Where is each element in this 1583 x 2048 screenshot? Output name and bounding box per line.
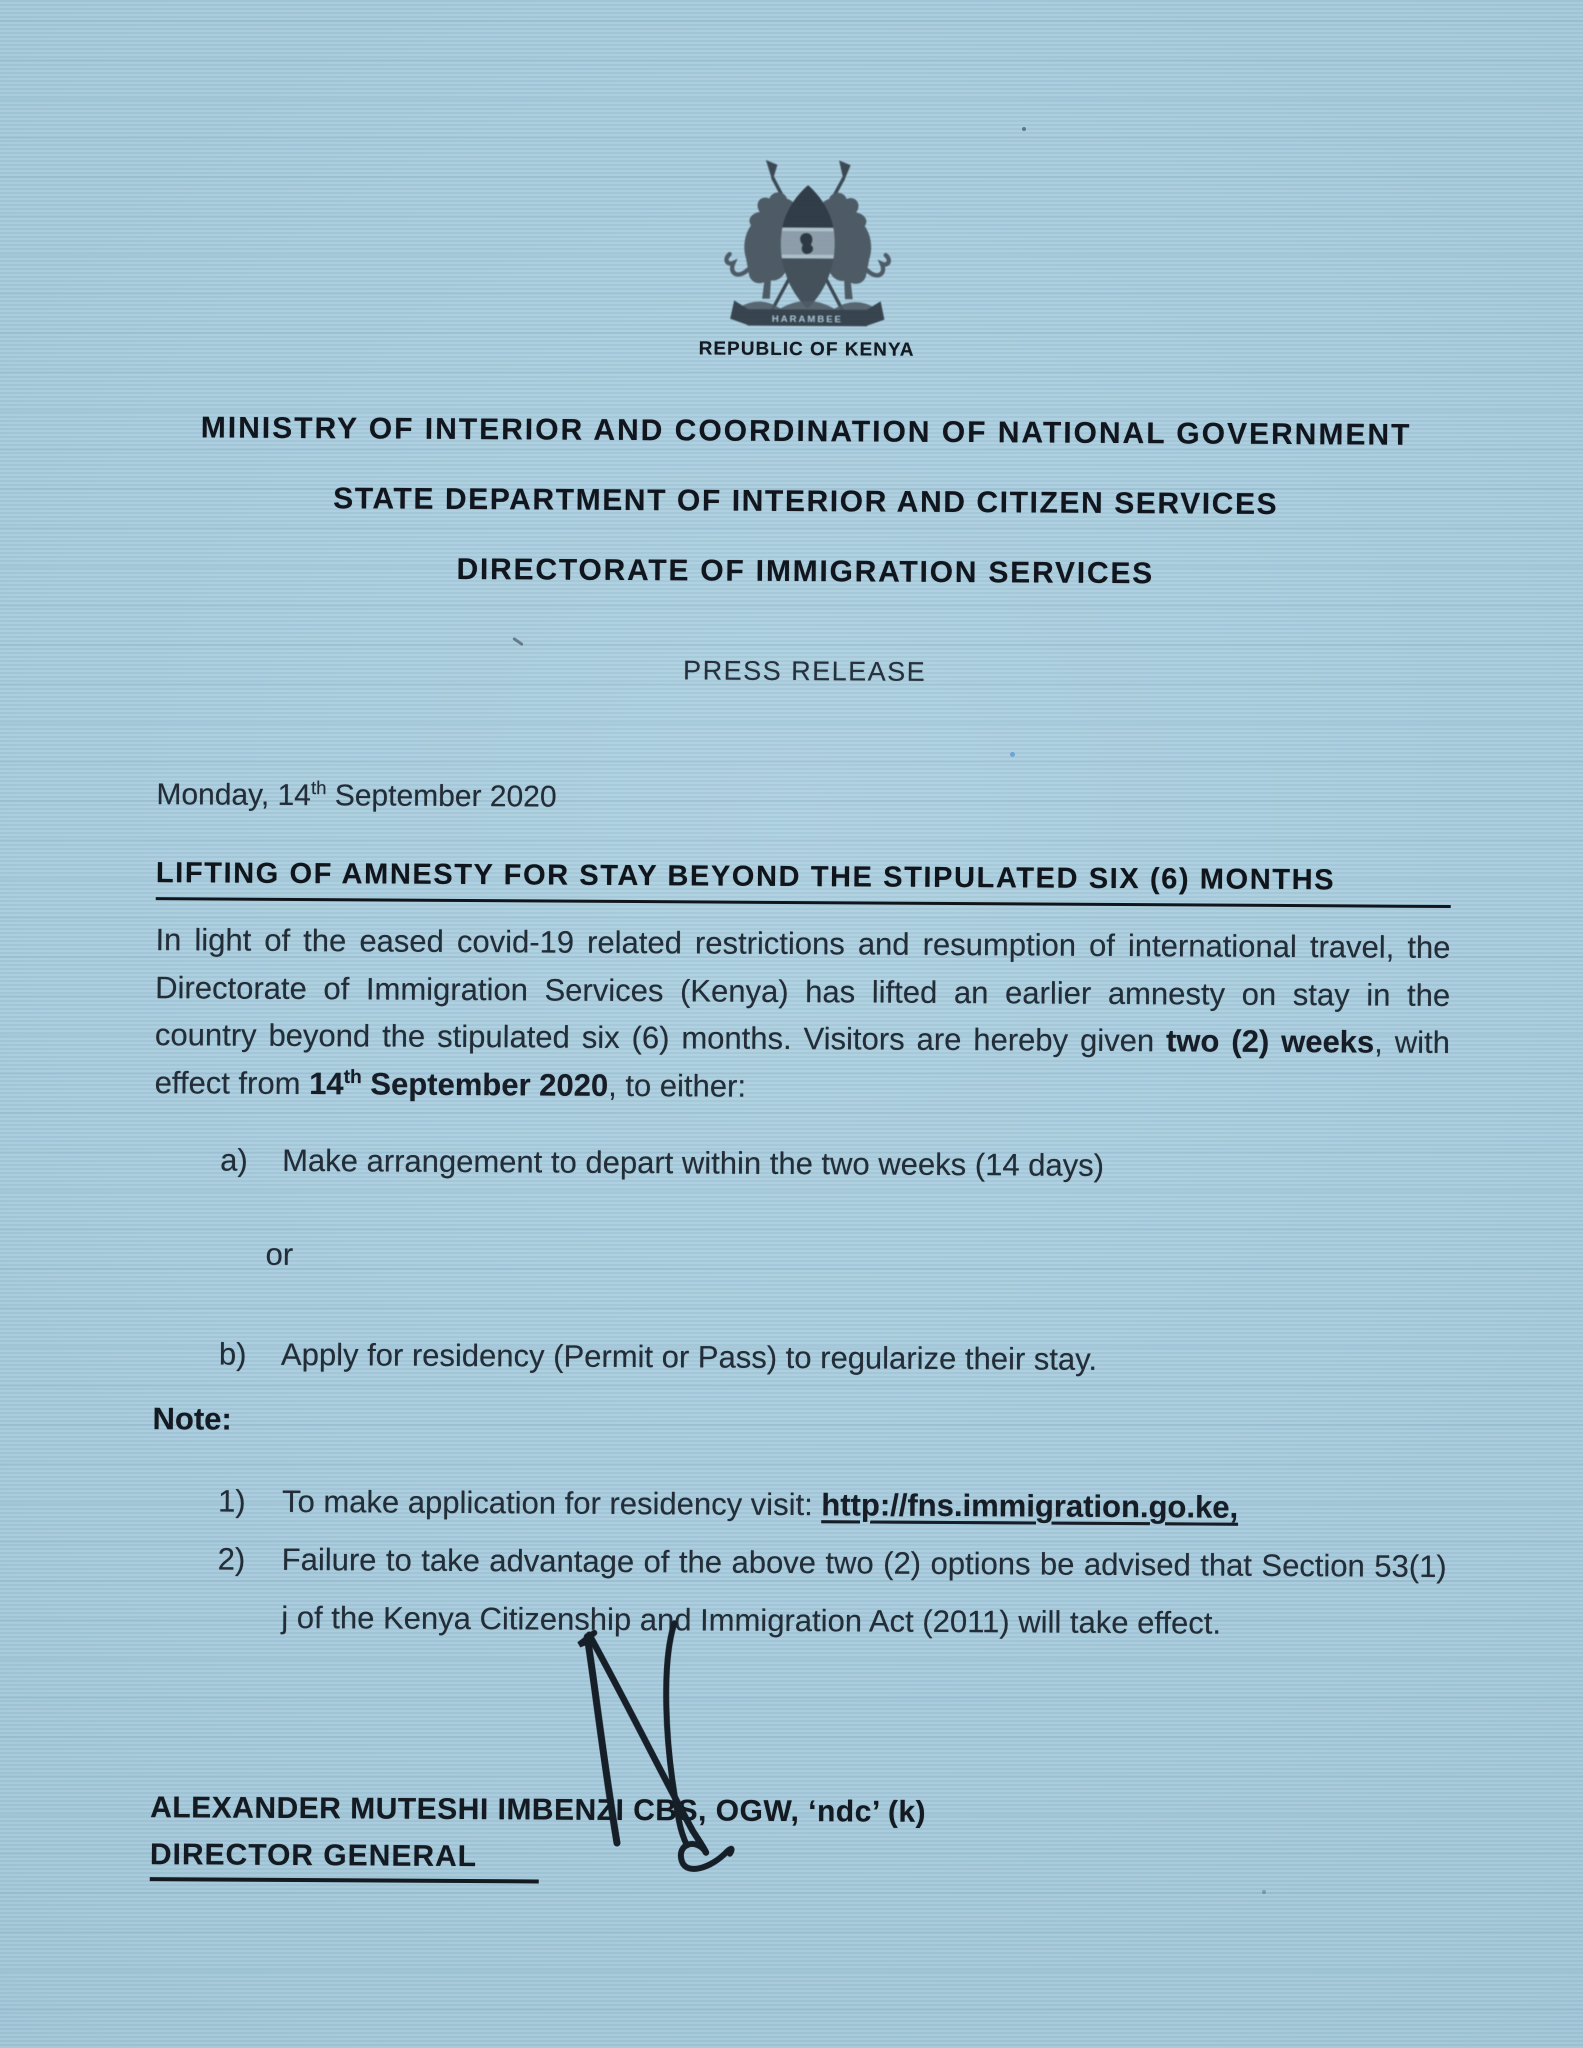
- note-1-body: [282, 1473, 1447, 1538]
- signatory-title-row: [150, 1838, 1445, 1889]
- note-1-marker: 1): [217, 1483, 246, 1519]
- or-separator: or: [265, 1236, 294, 1272]
- option-a-marker: a): [220, 1142, 248, 1178]
- date-post: September 2020: [326, 779, 557, 814]
- paragraph-segment: In light of the eased covid-19 related restrictions and resumption of international travel, the Directorate of Immigration Services (Kenya) has lifted an earlier amnesty on stay in the country beyond the stipulated six (6) months. Visitors are hereby given: [154, 922, 1451, 1059]
- notes-list: [151, 1472, 1447, 1654]
- scan-speck: [1010, 752, 1015, 757]
- option-b-text: Apply for residency (Permit or Pass) to regularize their stay.: [280, 1336, 1098, 1377]
- header-state-department: STATE DEPARTMENT OF INTERIOR AND CITIZEN SERVICES: [333, 482, 1279, 521]
- handwritten-signature: [465, 1608, 752, 1900]
- scan-speck: [1262, 1890, 1266, 1894]
- residency-application-link[interactable]: http://fns.immigration.go.ke,: [821, 1487, 1239, 1525]
- note-2-text: Failure to take advantage of the above two (2) options be advised that Section 53(1) j of the Kenya Citizenship and Immigration Act (2011) will take effect.: [281, 1541, 1447, 1641]
- republic-label: REPUBLIC OF KENYA: [698, 338, 915, 361]
- paragraph-bold-two-weeks: two (2) weeks: [1165, 1023, 1375, 1060]
- header-ministry: MINISTRY OF INTERIOR AND COORDINATION OF NATIONAL GOVERNMENT: [200, 411, 1412, 452]
- paragraph-segment: , to either:: [608, 1067, 747, 1104]
- note-1-text: To make application for residency visit:: [281, 1483, 822, 1523]
- date-ordinal: th: [310, 777, 327, 799]
- document-title: LIFTING OF AMNESTY FOR STAY BEYOND THE STIPULATED SIX (6) MONTHS: [156, 857, 1451, 908]
- option-b-marker: b): [218, 1336, 247, 1372]
- scan-speck: [1022, 127, 1026, 131]
- header-directorate: DIRECTORATE OF IMMIGRATION SERVICES: [456, 552, 1155, 591]
- paragraph-segment: , with effect from: [154, 1024, 1451, 1101]
- press-release-label: PRESS RELEASE: [683, 655, 927, 687]
- date-pre: Monday, 14: [156, 778, 312, 813]
- emblem-motto: HARAMBEE: [771, 313, 843, 326]
- signatory-name: ALEXANDER MUTESHI IMBENZI CBS, OGW, ‘ndc’ (k): [150, 1791, 927, 1829]
- document-title-row: [156, 857, 1451, 908]
- paragraph-bold-date: 14: [309, 1065, 344, 1101]
- note-item-2: [151, 1530, 1447, 1654]
- option-b-row: [153, 1334, 1448, 1382]
- note-label: Note:: [152, 1401, 232, 1437]
- body-paragraph: [154, 916, 1450, 1114]
- note-2-marker: 2): [217, 1541, 246, 1577]
- paragraph-bold-date-month: September 2020: [361, 1065, 609, 1103]
- date-line: [156, 777, 1451, 821]
- kenya-coat-of-arms-icon: [701, 155, 914, 328]
- option-a-row: [154, 1140, 1449, 1188]
- note-item-1: [152, 1472, 1447, 1538]
- emblem-container: [159, 152, 1455, 335]
- option-a-text: Make arrangement to depart within the two weeks (14 days): [282, 1142, 1105, 1183]
- paragraph-bold-date-ordinal: th: [343, 1066, 362, 1088]
- signatory-title: DIRECTOR GENERAL: [150, 1838, 539, 1883]
- signature-icon: [465, 1608, 752, 1900]
